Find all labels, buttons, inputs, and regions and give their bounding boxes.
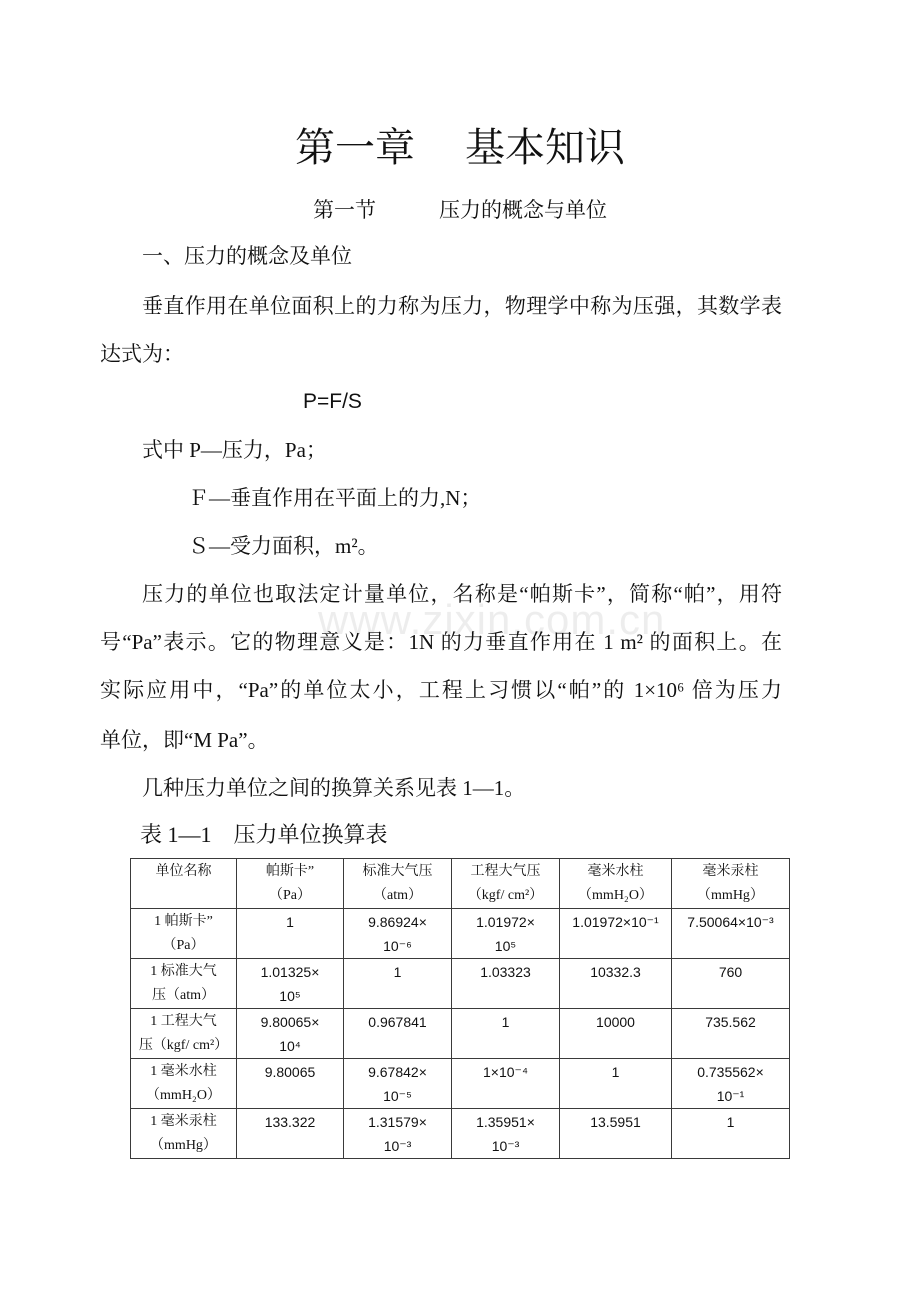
- watermark: www.zixin.com.cn: [318, 596, 666, 643]
- cell-line: 1 标准大气: [150, 964, 217, 979]
- cell-line: 1: [286, 914, 294, 930]
- cell-line: 0.967841: [368, 1014, 427, 1030]
- value-cell: [344, 959, 452, 1009]
- cell-line: 1 工程大气: [150, 1014, 217, 1029]
- cell-line: 10000: [596, 1014, 635, 1030]
- value-cell: [560, 959, 672, 1009]
- cell-line: 1.01325×: [260, 964, 320, 980]
- unit-paragraph-line: 实际应用中，“Pa”的单位太小，工程上习惯以“帕”的 1×10⁶ 倍为压力: [100, 678, 782, 702]
- cell-line: 735.562: [705, 1014, 756, 1030]
- cell-line: 标准大气压: [362, 864, 433, 879]
- cell-line: 1 毫米汞柱: [150, 1114, 217, 1129]
- table-header-row: [131, 859, 790, 909]
- value-cell: [672, 909, 790, 959]
- header-cell-unit-name: [131, 859, 237, 909]
- cell-line: （Pa）: [162, 938, 205, 953]
- value-cell: [237, 959, 344, 1009]
- value-cell: [560, 1109, 672, 1159]
- cell-line: 1.01972×10⁻¹: [572, 914, 659, 930]
- header-cell-atm: [344, 859, 452, 909]
- cell-line: 1.01972×: [476, 914, 535, 930]
- value-cell: [672, 1009, 790, 1059]
- cell-line: 毫米汞柱: [702, 864, 759, 879]
- value-cell: [452, 1059, 560, 1109]
- value-cell: [672, 959, 790, 1009]
- formula: P=F/S: [303, 390, 362, 413]
- intro-line: 垂直作用在单位面积上的力称为压力，物理学中称为压强，其数学表: [142, 294, 782, 318]
- header-cell-pa: [237, 859, 344, 909]
- unit-paragraph-line: 单位，即“M Pa”。: [100, 728, 269, 752]
- value-cell: [344, 1109, 452, 1159]
- pressure-conversion-table: [130, 858, 790, 1159]
- cell-line: 7.50064×10⁻³: [687, 914, 774, 930]
- value-cell: [237, 1109, 344, 1159]
- chapter-title: 第一章 基本知识: [295, 125, 625, 170]
- value-cell: [237, 909, 344, 959]
- table-row-pa: [131, 909, 790, 959]
- cell-line: （Pa）: [269, 888, 311, 903]
- cell-line: 毫米水柱: [587, 864, 644, 879]
- row-label-cell: [131, 909, 237, 959]
- value-cell: [237, 1059, 344, 1109]
- cell-line: 1.31579×: [368, 1114, 427, 1130]
- cell-line: 10⁵: [279, 988, 301, 1004]
- value-cell: [344, 1059, 452, 1109]
- value-cell: [452, 1009, 560, 1059]
- value-cell: [560, 1009, 672, 1059]
- cell-line: 9.67842×: [368, 1064, 427, 1080]
- value-cell: [452, 909, 560, 959]
- cell-line: 10332.3: [590, 964, 641, 980]
- row-label-cell: [131, 1009, 237, 1059]
- table-caption: 表 1—1 压力单位换算表: [140, 822, 388, 847]
- header-cell-mmh2o: [560, 859, 672, 909]
- value-cell: [344, 909, 452, 959]
- header-cell-kgf-cm2: [452, 859, 560, 909]
- cell-line: （mmH₂O）: [578, 888, 653, 903]
- definition-p: 式中 P—压力，Pa；: [142, 438, 327, 462]
- cell-line: 760: [718, 964, 743, 980]
- definition-f: Ｆ—垂直作用在平面上的力,N；: [188, 486, 482, 510]
- cell-line: 1: [726, 1114, 735, 1130]
- cell-line: 10⁻³: [383, 1138, 412, 1154]
- cell-line: 10⁻¹: [716, 1088, 745, 1104]
- cell-line: 帕斯卡”: [265, 864, 315, 879]
- header-cell-mmhg: [672, 859, 790, 909]
- cell-line: 9.80065×: [260, 1014, 320, 1030]
- cell-line: 10⁻⁵: [383, 1088, 412, 1104]
- cell-line: 10⁻³: [491, 1138, 520, 1154]
- cell-line: 1.35951×: [476, 1114, 535, 1130]
- cell-line: 压（kgf/ cm²）: [138, 1038, 229, 1053]
- cell-line: （mmHg）: [697, 888, 764, 903]
- value-cell: [452, 1109, 560, 1159]
- cell-line: 1: [393, 964, 402, 980]
- row-label-cell: [131, 959, 237, 1009]
- cell-line: （atm）: [373, 888, 422, 903]
- cell-line: 1 帕斯卡”: [154, 914, 213, 929]
- cell-line: 1×10⁻⁴: [483, 1064, 528, 1080]
- value-cell: [672, 1059, 790, 1109]
- table-row-mmhg: [131, 1109, 790, 1159]
- cell-line: 单位名称: [155, 864, 212, 879]
- cell-line: 0.735562×: [697, 1064, 764, 1080]
- cell-line: 133.322: [264, 1114, 316, 1130]
- table-row-mmh2o: [131, 1059, 790, 1109]
- section-heading: 一、压力的概念及单位: [142, 244, 352, 268]
- cell-line: 10⁻⁶: [383, 938, 412, 954]
- cell-line: （mmHg）: [150, 1138, 217, 1153]
- row-label-cell: [131, 1059, 237, 1109]
- cell-line: 压（atm）: [152, 988, 215, 1003]
- table-row-atm: [131, 959, 790, 1009]
- cell-line: 1.03323: [480, 964, 531, 980]
- unit-paragraph-line: 号“Pa”表示。它的物理意义是：1N 的力垂直作用在 1 m² 的面积上。在: [100, 630, 782, 654]
- value-cell: [672, 1109, 790, 1159]
- cell-line: 9.86924×: [368, 914, 427, 930]
- cell-line: 9.80065: [264, 1064, 316, 1080]
- value-cell: [344, 1009, 452, 1059]
- definition-s: Ｓ—受力面积，m²。: [188, 534, 379, 558]
- cell-line: 1 毫米水柱: [150, 1064, 217, 1079]
- intro-line: 达式为：: [100, 342, 184, 366]
- value-cell: [560, 1059, 672, 1109]
- cell-line: （kgf/ cm²）: [467, 888, 544, 903]
- section-title: 第一节 压力的概念与单位: [313, 198, 607, 222]
- cell-line: 10⁴: [279, 1038, 301, 1054]
- value-cell: [237, 1009, 344, 1059]
- value-cell: [452, 959, 560, 1009]
- row-label-cell: [131, 1109, 237, 1159]
- cell-line: 13.5951: [590, 1114, 641, 1130]
- table-reference: 几种压力单位之间的换算关系见表 1—1。: [142, 776, 526, 800]
- unit-paragraph-line: 压力的单位也取法定计量单位，名称是“帕斯卡”，简称“帕”，用符: [142, 582, 782, 606]
- cell-line: （mmH₂O）: [146, 1088, 221, 1103]
- value-cell: [560, 909, 672, 959]
- cell-line: 1: [501, 1014, 510, 1030]
- cell-line: 工程大气压: [470, 864, 541, 879]
- table-row-kgf-cm2: [131, 1009, 790, 1059]
- cell-line: 1: [611, 1064, 620, 1080]
- cell-line: 10⁵: [494, 938, 517, 954]
